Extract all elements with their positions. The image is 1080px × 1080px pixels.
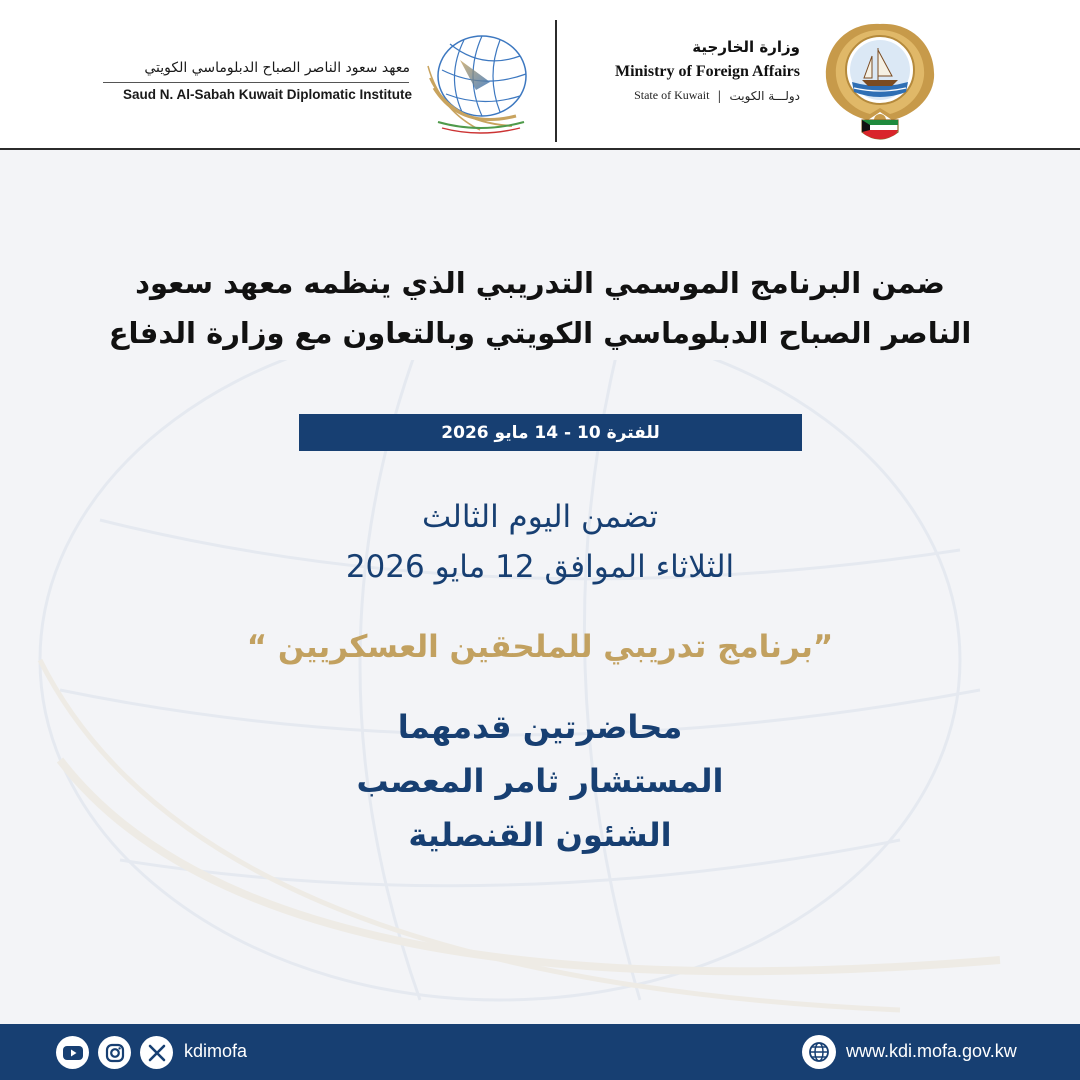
header-divider xyxy=(555,20,557,142)
header xyxy=(0,0,1080,150)
footer xyxy=(0,1024,1080,1080)
x-icon[interactable] xyxy=(140,1036,173,1069)
state-name-english: State of Kuwait xyxy=(634,88,710,102)
lecture-line-2: المستشار ثامر المعصب xyxy=(356,762,724,800)
mofa-name-english: Ministry of Foreign Affairs xyxy=(614,63,800,80)
social-links xyxy=(56,1036,173,1069)
day-line-2: الثلاثاء الموافق 12 مايو 2026 xyxy=(345,549,735,585)
period-banner: للفترة 10 - 14 مايو 2026 xyxy=(299,414,802,451)
lecture-line-3: الشئون القنصلية xyxy=(408,816,672,854)
mofa-state-line xyxy=(590,88,800,103)
state-name-arabic: دولـــة الكويت xyxy=(729,88,800,103)
day-line-1: تضمن اليوم الثالث xyxy=(421,499,659,535)
lecture-line-1: محاضرتين قدمهما xyxy=(397,708,683,746)
mofa-name-arabic: وزارة الخارجية xyxy=(692,38,800,56)
intro-line-2: الناصر الصباح الدبلوماسي الكويتي وبالتعاون مع وزارة الدفاع xyxy=(108,316,972,350)
day-info xyxy=(140,492,940,592)
website-link[interactable]: www.kdi.mofa.gov.kw xyxy=(846,1041,1017,1061)
kdi-name-rule xyxy=(103,82,409,83)
youtube-icon[interactable] xyxy=(56,1036,89,1069)
kdi-name-arabic: معهد سعود الناصر الصباح الدبلوماسي الكويتي xyxy=(144,60,410,76)
background-globe-watermark xyxy=(0,360,1080,1020)
kuwait-emblem-icon xyxy=(818,16,942,144)
state-separator: | xyxy=(717,88,722,103)
globe-icon[interactable] xyxy=(802,1035,836,1069)
kdi-name-english: Saud N. Al-Sabah Kuwait Diplomatic Institute xyxy=(122,87,412,102)
social-handle[interactable]: kdimofa xyxy=(184,1041,248,1061)
intro-text xyxy=(90,258,990,358)
program-title: ”برنامج تدريبي للملحقين العسكريين “ xyxy=(246,629,834,665)
intro-line-1: ضمن البرنامج الموسمي التدريبي الذي ينظمه معهد سعود xyxy=(135,266,945,300)
lecture-info xyxy=(140,700,940,862)
kdi-globe-logo xyxy=(420,30,532,134)
instagram-icon[interactable] xyxy=(98,1036,131,1069)
